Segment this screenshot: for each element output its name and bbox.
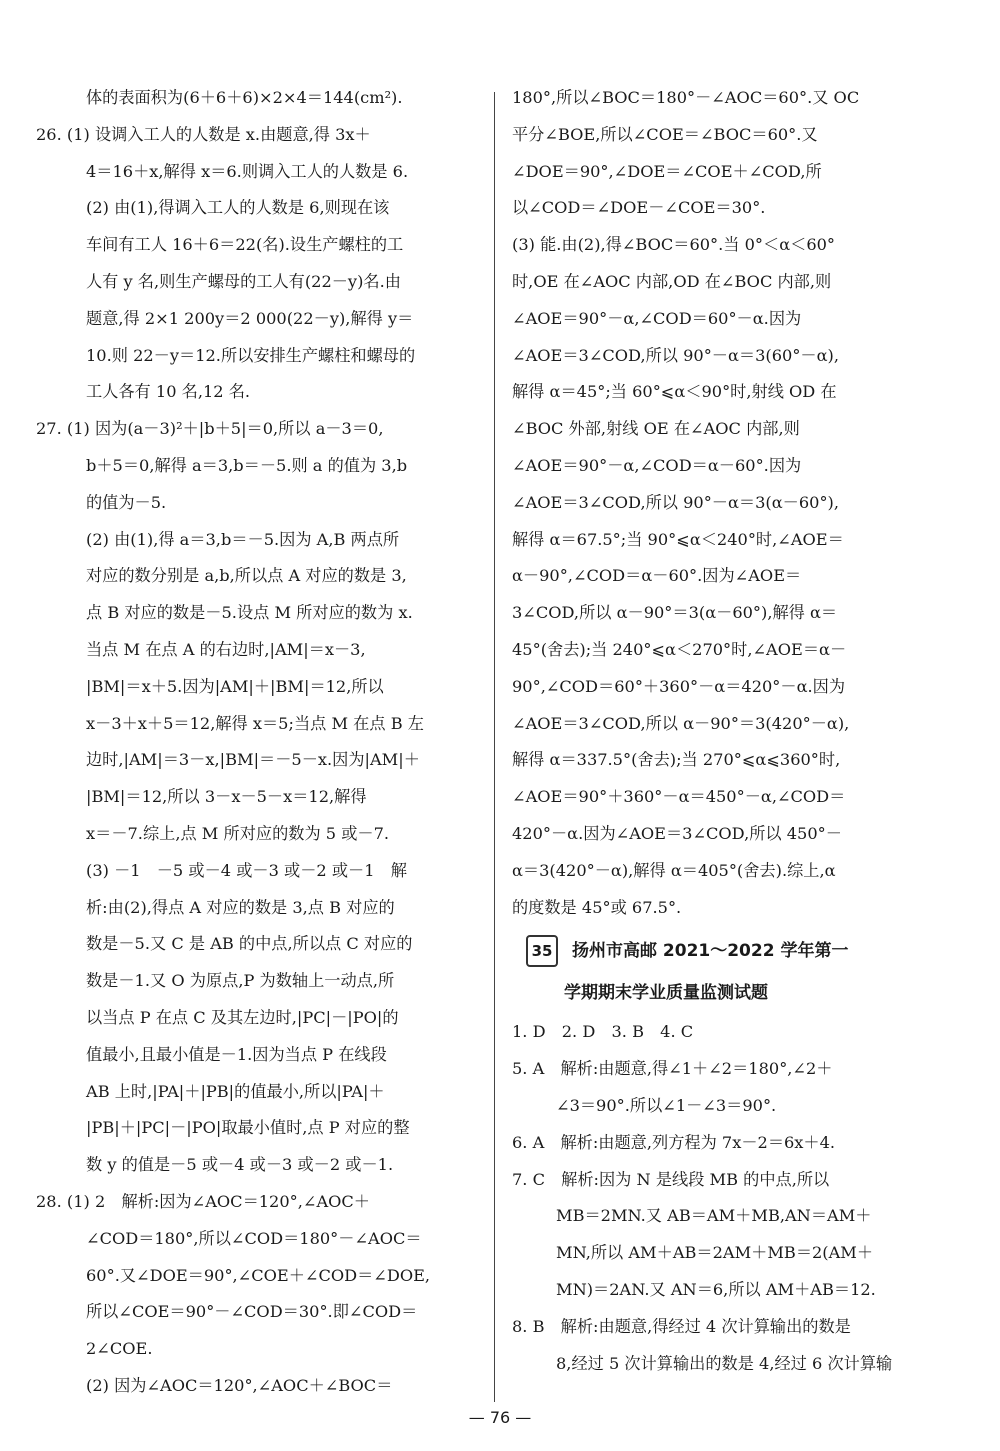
text-line: 8. B 解析:由题意,得经过 4 次计算输出的数是 bbox=[512, 1316, 851, 1336]
text-line: 平分∠BOE,所以∠COE＝∠BOC＝60°.又 bbox=[512, 124, 818, 144]
text-line: 对应的数分别是 a,b,所以点 A 对应的数是 3, bbox=[86, 566, 407, 586]
text-line: 所以∠COE＝90°－∠COD＝30°.即∠COD＝ bbox=[86, 1302, 418, 1322]
text-line: |BM|＝x＋5.因为|AM|＋|BM|＝12,所以 bbox=[86, 676, 384, 696]
text-line: 28. (1) 2 解析:因为∠AOC＝120°,∠AOC＋ bbox=[36, 1191, 370, 1211]
text-line: 工人各有 10 名,12 名. bbox=[86, 382, 251, 402]
text-line: MB＝2MN.又 AB＝AM＋MB,AN＝AM＋ bbox=[556, 1206, 872, 1226]
page-number: — 76 — bbox=[468, 1408, 532, 1427]
text-line: 90°,∠COD＝60°＋360°－α＝420°－α.因为 bbox=[512, 676, 846, 696]
text-line: 4＝16＋x,解得 x＝6.则调入工人的人数是 6. bbox=[86, 161, 409, 181]
answer-28-continued bbox=[512, 80, 958, 926]
text-line: 解得 α＝67.5°;当 90°⩽α＜240°时,∠AOE＝ bbox=[512, 529, 844, 549]
text-line: 以∠COD＝∠DOE－∠COE＝30°. bbox=[512, 198, 766, 218]
text-line: ∠BOC 外部,射线 OE 在∠AOC 内部,则 bbox=[512, 419, 800, 439]
text-line: (3) 能.由(2),得∠BOC＝60°.当 0°＜α＜60° bbox=[512, 235, 836, 255]
text-line: 值最小,且最小值是－1.因为当点 P 在线段 bbox=[86, 1044, 387, 1064]
section-number-badge: 35 bbox=[526, 935, 558, 967]
text-line: ∠AOE＝3∠COD,所以 90°－α＝3(α－60°), bbox=[512, 492, 839, 512]
text-line: 10.则 22－y＝12.所以安排生产螺柱和螺母的 bbox=[86, 345, 416, 365]
text-line: 5. A 解析:由题意,得∠1＋∠2＝180°,∠2＋ bbox=[512, 1059, 833, 1079]
text-line: 2∠COE. bbox=[86, 1339, 153, 1359]
text-line: ∠AOE＝3∠COD,所以 α－90°＝3(420°－α), bbox=[512, 713, 850, 733]
text-line: 6. A 解析:由题意,列方程为 7x－2＝6x＋4. bbox=[512, 1132, 836, 1152]
text-line: AB 上时,|PA|＋|PB|的值最小,所以|PA|＋ bbox=[86, 1081, 385, 1101]
section-title-line1: 扬州市高邮 2021～2022 学年第一 bbox=[572, 941, 849, 962]
text-line: 数是－5.又 C 是 AB 的中点,所以点 C 对应的 bbox=[86, 934, 413, 954]
text-line: 数是－1.又 O 为原点,P 为数轴上一动点,所 bbox=[86, 971, 395, 991]
section-35-answers bbox=[512, 1014, 958, 1382]
text-line: ∠3＝90°.所以∠1－∠3＝90°. bbox=[556, 1095, 777, 1115]
section-heading bbox=[512, 930, 958, 972]
text-line: α－90°,∠COD＝α－60°.因为∠AOE＝ bbox=[512, 566, 802, 586]
text-line: 解得 α＝45°;当 60°⩽α＜90°时,射线 OD 在 bbox=[512, 382, 837, 402]
text-line: x－3＋x＋5＝12,解得 x＝5;当点 M 在点 B 左 bbox=[86, 713, 424, 733]
text-line: α＝3(420°－α),解得 α＝405°(舍去).综上,α bbox=[512, 860, 836, 880]
text-line: ∠AOE＝3∠COD,所以 90°－α＝3(60°－α), bbox=[512, 345, 839, 365]
text-line: 的值为－5. bbox=[86, 492, 167, 512]
text-line: MN)＝2AN.又 AN＝6,所以 AM＋AB＝12. bbox=[556, 1279, 876, 1299]
text-line: 点 B 对应的数是－5.设点 M 所对应的数为 x. bbox=[86, 603, 413, 623]
text-line: |PB|＋|PC|－|PO|取最小值时,点 P 对应的整 bbox=[86, 1118, 410, 1138]
text-line: |BM|＝12,所以 3－x－5－x＝12,解得 bbox=[86, 787, 367, 807]
text-line: 解得 α＝337.5°(舍去);当 270°⩽α⩽360°时, bbox=[512, 750, 841, 770]
text-line: 27. (1) 因为(a－3)²＋|b＋5|＝0,所以 a－3＝0, bbox=[36, 419, 384, 439]
text-line: 析:由(2),得点 A 对应的数是 3,点 B 对应的 bbox=[86, 897, 395, 917]
left-column bbox=[36, 80, 484, 1405]
right-column bbox=[512, 80, 958, 1382]
section-title-line2: 学期期末学业质量监测试题 bbox=[564, 983, 768, 1004]
text-line: 体的表面积为(6＋6＋6)×2×4＝144(cm²). bbox=[86, 88, 403, 107]
text-line: (2) 由(1),得调入工人的人数是 6,则现在该 bbox=[86, 198, 390, 218]
text-line: ∠AOE＝90°＋360°－α＝450°－α,∠COD＝ bbox=[512, 787, 846, 807]
text-line: 边时,|AM|＝3－x,|BM|＝－5－x.因为|AM|＋ bbox=[86, 750, 420, 770]
text-line: 45°(舍去);当 240°⩽α＜270°时,∠AOE＝α－ bbox=[512, 639, 847, 659]
text-line: (3) －1 －5 或－4 或－3 或－2 或－1 解 bbox=[86, 860, 407, 880]
column-divider bbox=[494, 92, 495, 1402]
text-line: 180°,所以∠BOC＝180°－∠AOC＝60°.又 OC bbox=[512, 88, 860, 107]
text-line: MN,所以 AM＋AB＝2AM＋MB＝2(AM＋ bbox=[556, 1243, 874, 1263]
text-line: 1. D 2. D 3. B 4. C bbox=[512, 1022, 694, 1042]
text-line: 的度数是 45°或 67.5°. bbox=[512, 897, 682, 917]
text-line: 时,OE 在∠AOC 内部,OD 在∠BOC 内部,则 bbox=[512, 271, 832, 291]
text-line: (2) 由(1),得 a＝3,b＝－5.因为 A,B 两点所 bbox=[86, 529, 400, 549]
text-line: ∠AOE＝90°－α,∠COD＝60°－α.因为 bbox=[512, 308, 802, 328]
text-line: 7. C 解析:因为 N 是线段 MB 的中点,所以 bbox=[512, 1169, 830, 1189]
text-line: 人有 y 名,则生产螺母的工人有(22－y)名.由 bbox=[86, 271, 401, 291]
text-line: ∠COD＝180°,所以∠COD＝180°－∠AOC＝ bbox=[86, 1228, 422, 1248]
text-line: 3∠COD,所以 α－90°＝3(α－60°),解得 α＝ bbox=[512, 603, 838, 623]
text-line: 车间有工人 16＋6＝22(名).设生产螺柱的工 bbox=[86, 235, 404, 255]
text-line: 8,经过 5 次计算输出的数是 4,经过 6 次计算输 bbox=[556, 1353, 893, 1373]
text-line: 数 y 的值是－5 或－4 或－3 或－2 或－1. bbox=[86, 1155, 394, 1175]
text-line: 当点 M 在点 A 的右边时,|AM|＝x－3, bbox=[86, 639, 366, 659]
text-line: x＝－7.综上,点 M 所对应的数为 5 或－7. bbox=[86, 823, 390, 843]
text-line: 60°.又∠DOE＝90°,∠COE＋∠COD＝∠DOE, bbox=[86, 1265, 431, 1285]
text-line: (2) 因为∠AOC＝120°,∠AOC＋∠BOC＝ bbox=[86, 1375, 393, 1395]
text-line: b＋5＝0,解得 a＝3,b＝－5.则 a 的值为 3,b bbox=[86, 455, 408, 475]
text-line: 以当点 P 在点 C 及其左边时,|PC|－|PO|的 bbox=[86, 1007, 399, 1027]
text-line: 题意,得 2×1 200y＝2 000(22－y),解得 y＝ bbox=[86, 308, 414, 328]
text-line: 420°－α.因为∠AOE＝3∠COD,所以 450°－ bbox=[512, 823, 842, 843]
text-line: 26. (1) 设调入工人的人数是 x.由题意,得 3x＋ bbox=[36, 124, 371, 144]
text-line: ∠DOE＝90°,∠DOE＝∠COE＋∠COD,所 bbox=[512, 161, 822, 181]
text-line: ∠AOE＝90°－α,∠COD＝α－60°.因为 bbox=[512, 455, 802, 475]
